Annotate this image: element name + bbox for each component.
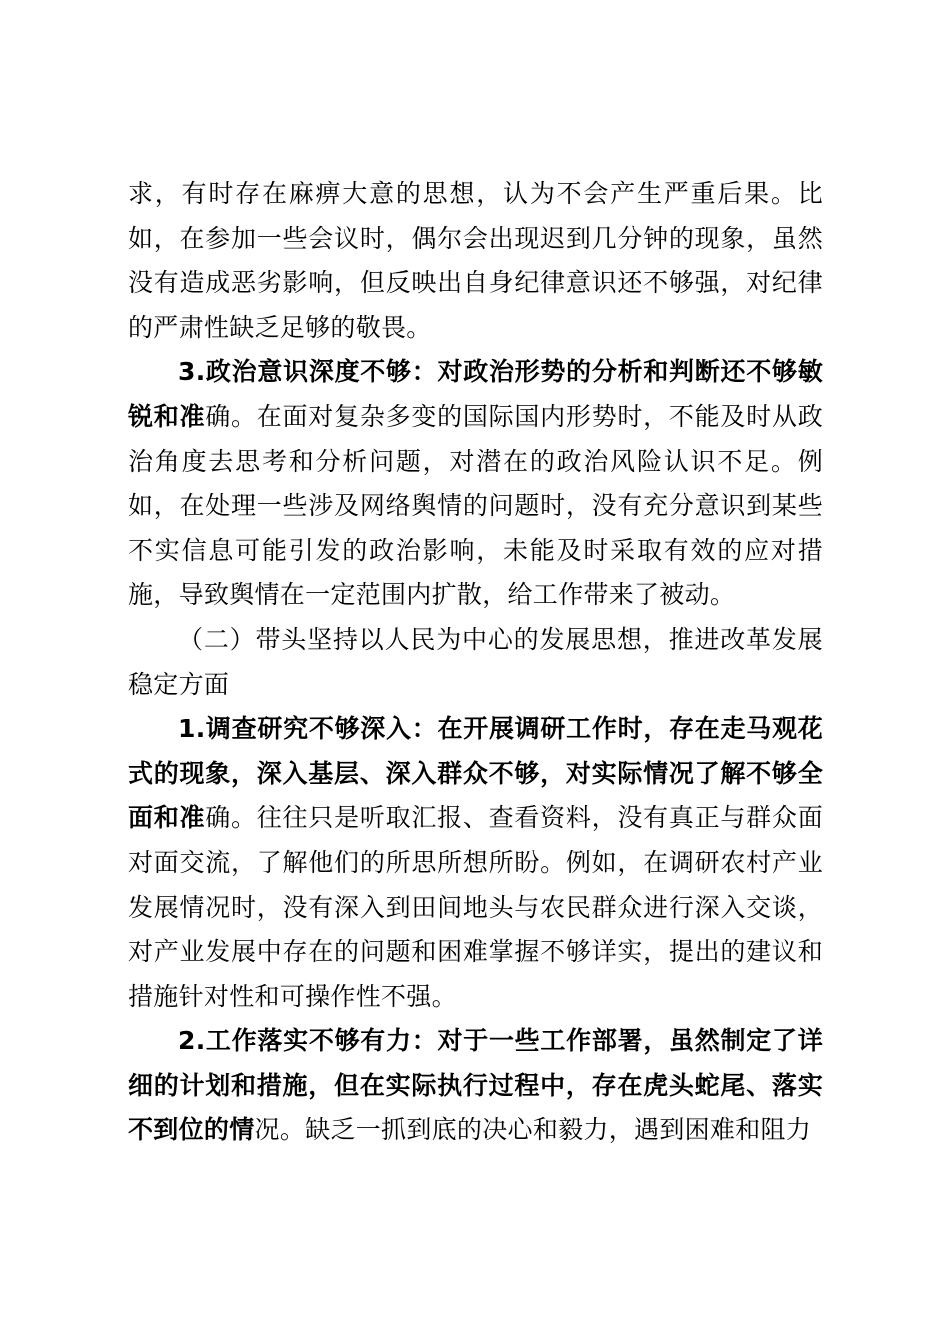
paragraph-heading: 3.政治意识深度不够：对政治形势的分析和判断还不够敏锐和准 — [128, 357, 823, 431]
section-heading-text: （二）带头坚持以人民为中心的发展思想，推进改革发展稳定方面 — [128, 624, 823, 699]
paragraph-heading: 2.工作落实不够有力：对于一些工作部署，虽然制定了详细的计划和措施，但在实际执行过程中，存在虎头蛇尾、落实不到位的情 — [128, 1026, 823, 1145]
paragraph-heading: 1.调查研究不够深入：在开展调研工作时，存在走马观花式的现象，深入基层、深入群众不够，对实际情况了解不够全面和准 — [128, 714, 823, 833]
document-body — [128, 172, 823, 1153]
paragraph-text: 确。往往只是听取汇报、查看资料，没有真正与群众面对面交流，了解他们的所思所想所盼。例如，在调研农村产业发展情况时，没有深入到田间地头与农民群众进行深入交谈，对产业发展中存在的问题和困难掌握不够详实，提出的建议和措施针对性和可操作性不强。 — [128, 803, 824, 1011]
section-heading-people-centered — [128, 618, 823, 707]
paragraph-implementation — [128, 1019, 823, 1153]
paragraph-text: 况。缺乏一抓到底的决心和毅力，遇到困难和阻力 — [254, 1115, 812, 1145]
paragraph-text: 确。在面对复杂多变的国际国内形势时，不能及时从政治角度去思考和分析问题，对潜在的政治风险认识不足。例如，在处理一些涉及网络舆情的问题时，没有充分意识到某些不实信息可能引发的政治影响，未能及时采取有效的应对措施，导致舆情在一定范围内扩散，给工作带来了被动。 — [128, 401, 824, 610]
paragraph-discipline-continuation — [128, 172, 823, 350]
paragraph-political-awareness — [128, 350, 823, 618]
paragraph-research — [128, 707, 823, 1019]
paragraph-text: 求，有时存在麻痹大意的思想，认为不会产生严重后果。比如，在参加一些会议时，偶尔会出现迟到几分钟的现象，虽然没有造成恶劣影响，但反映出自身纪律意识还不够强，对纪律的严肃性缺乏足够的敬畏。 — [128, 179, 823, 342]
